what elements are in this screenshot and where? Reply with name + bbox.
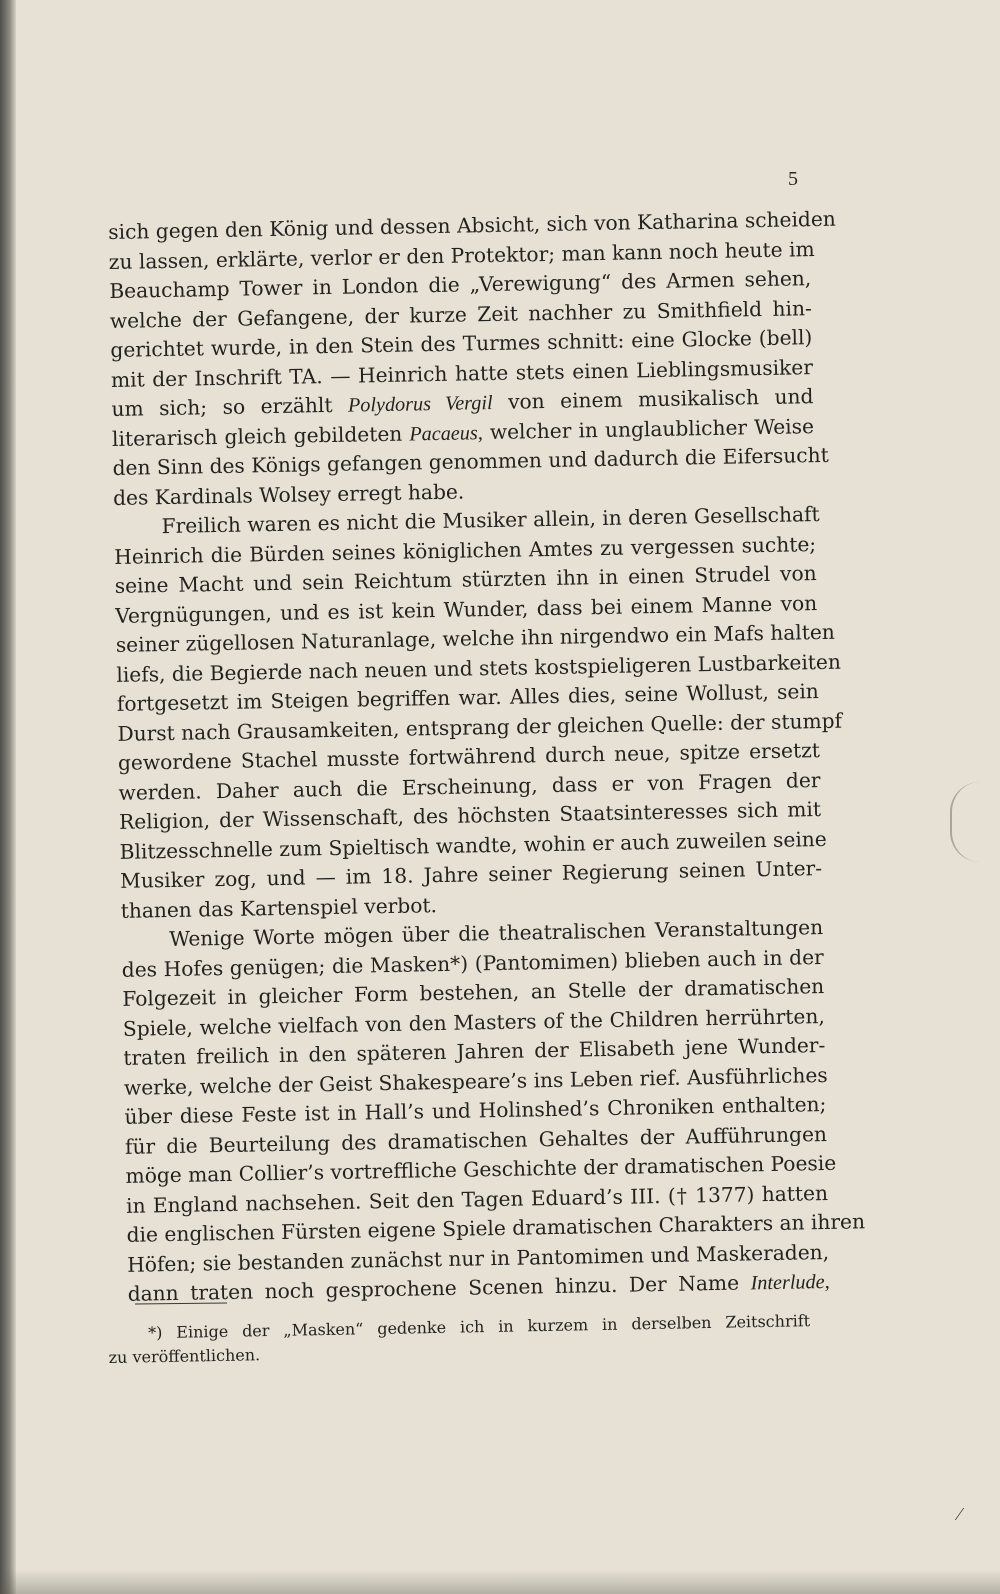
paper-edge-mark <box>950 782 982 862</box>
italic-name: Polydorus Vergil <box>347 391 493 417</box>
footnote-line: *) Einige der „Masken“ gedenke ich in kurzem in derselben Zeitschrift <box>148 1311 811 1343</box>
text-line: sich gegen den König und dessen Absicht, sich von Katharina scheiden <box>108 206 836 244</box>
text-line: des Hofes genügen; die Masken*) (Pantomimen) blieben auch in der <box>121 944 824 982</box>
italic-name: Pacaeus, <box>409 421 483 446</box>
italic-term: Interlude, <box>750 1270 830 1295</box>
text-line: fortgesetzt im Steigen begriffen war. Alles dies, seine Wollust, sein <box>116 679 820 716</box>
text-line: Beauchamp Tower in London die „Verewigung“ des Armen sehen, <box>109 266 812 303</box>
text-line: Musiker zog, und — im 18. Jahre seiner Regierung seinen Unter- <box>119 856 823 893</box>
text-line: mit der Inschrift TA. — Heinrich hatte stets einen Lieblingsmusiker <box>110 354 814 392</box>
body-text <box>108 205 866 1309</box>
text-line: Heinrich die Bürden seines königlichen Amtes zu vergessen suchte; <box>113 531 817 569</box>
page-binding-edge <box>0 0 16 1594</box>
text-line: Spiele, welche vielfach von den Masters of the Children herrührten, <box>122 1003 825 1041</box>
page-number: 5 <box>788 168 798 190</box>
text-line: Folgezeit in gleicher Form bestehen, an Stelle der dramatischen <box>122 974 825 1011</box>
text-line: den Sinn des Königs gefangen genommen und dadurch die Eifersucht <box>112 442 829 480</box>
page-bottom-shade <box>0 1570 1000 1594</box>
text-segment: von einem musikalisch und <box>507 384 814 414</box>
text-segment: dann traten noch gesprochene Scenen hinzu. Der Name <box>127 1270 740 1306</box>
text-line: zu lassen, erklärte, verlor er den Protektor; man kann noch heute im <box>108 236 815 274</box>
text-segment: um sich; so erzählt <box>111 392 333 421</box>
text-line: welche der Gefangene, der kurze Zeit nachher zu Smithfield hin- <box>109 295 812 333</box>
text-line: werke, welche der Geist Shakespeare’s ins Leben rief. Ausführliches <box>123 1062 828 1100</box>
text-line: seine Macht und sein Reichtum stürzten ihn in einen Strudel von <box>114 561 817 598</box>
text-line: traten freilich in den späteren Jahren der Elisabeth jene Wunder- <box>123 1032 826 1070</box>
text-line: gerichtet wurde, in den Stein des Turmes schnitt: eine Glocke (bell) <box>110 325 813 362</box>
text-line: Vergnügungen, und es ist kein Wunder, dass bei einem Manne von <box>115 590 818 628</box>
text-line: Höfen; sie bestanden zunächst nur in Pantomimen und Maskeraden, <box>126 1239 830 1277</box>
footnote <box>108 1309 811 1370</box>
text-line: liefs, die Begierde nach neuen und stets kostspieligeren Lustbarkeiten <box>116 649 842 687</box>
text-line: für die Beurteilung des dramatischen Gehaltes der Aufführungen <box>124 1121 828 1159</box>
corner-pencil-mark: ⁄ <box>958 1504 962 1524</box>
text-line: werden. Daher auch die Erscheinung, dass er von Fragen der <box>118 767 821 805</box>
text-line: Religion, der Wissenschaft, des höchsten Staatsinteresses sich mit <box>118 797 822 834</box>
text-line: Freilich waren es nicht die Musiker allein, in deren Gesellschaft <box>161 502 820 539</box>
text-line: gewordene Stachel musste fortwährend durch neue, spitze ersetzt <box>117 738 821 775</box>
footnote-line: zu veröffentlichen. <box>108 1345 261 1367</box>
text-line: die englischen Fürsten eigene Spiele dramatischen Charakters an ihren <box>126 1209 866 1247</box>
text-line: des Kardinals Wolsey erregt habe. <box>112 479 465 510</box>
text-line: seiner zügellosen Naturanlage, welche ihn nirgendwo ein Mafs halten <box>115 619 836 657</box>
text-line: über diese Feste ist in Hall’s und Holinshed’s Chroniken enthalten; <box>124 1091 827 1129</box>
text-segment: welcher in unglaublicher Weise <box>489 413 815 444</box>
text-line: möge man Collier’s vortreffliche Geschichte der dramatischen Poesie <box>125 1150 837 1188</box>
text-line: in England nachsehen. Seit den Tagen Eduard’s III. († 1377) hatten <box>125 1180 829 1218</box>
text-line: Wenige Worte mögen über die theatralischen Veranstaltungen <box>169 915 824 951</box>
text-segment: literarisch gleich gebildeten <box>111 421 403 451</box>
text-line: Blitzesschnelle zum Spieltisch wandte, wohin er auch zuweilen seine <box>119 826 827 864</box>
text-line: thanen das Kartenspiel verbot. <box>120 892 438 923</box>
text-line: Durst nach Grausamkeiten, entsprang der gleichen Quelle: der stumpf <box>117 708 843 746</box>
